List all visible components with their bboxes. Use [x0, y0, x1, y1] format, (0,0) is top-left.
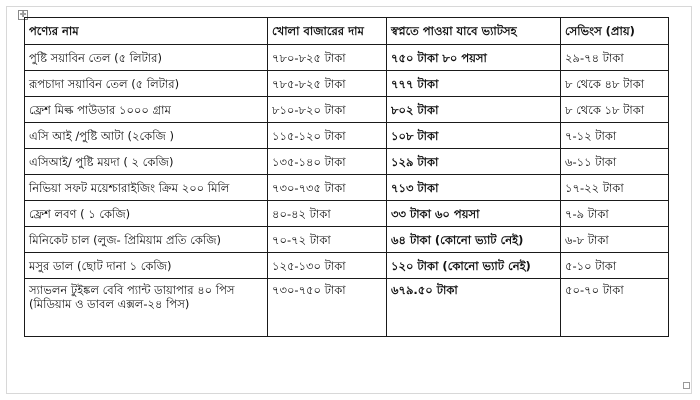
- header-product-name: পণ্যের নাম: [25, 18, 268, 45]
- savings-cell: ৭-১২ টাকা: [561, 123, 669, 149]
- product-name-cell: ফ্রেশ লবণ ( ১ কেজি): [25, 201, 268, 227]
- market-price-cell: ৭৩০-৭৩৫ টাকা: [268, 175, 387, 201]
- savings-cell: ৫-১০ টাকা: [561, 253, 669, 279]
- savings-cell: ৬-১১ টাকা: [561, 149, 669, 175]
- shwapno-price-cell: ৮০২ টাকা: [387, 97, 561, 123]
- market-price-cell: ১২৫-১৩০ টাকা: [268, 253, 387, 279]
- table-row: [25, 175, 669, 201]
- table-row: [25, 123, 669, 149]
- price-comparison-table: [24, 17, 669, 337]
- savings-cell: ৮ থেকে ১৮ টাকা: [561, 97, 669, 123]
- shwapno-price-cell: ১২৯ টাকা: [387, 149, 561, 175]
- shwapno-price-cell: ৬৪ টাকা (কোনো ভ্যাট নেই): [387, 227, 561, 253]
- product-name-cell: এসি আই /পুষ্টি আটা (২কেজি ): [25, 123, 268, 149]
- savings-cell: ৮ থেকে ৪৮ টাকা: [561, 71, 669, 97]
- product-name-cell: স্যাভলন টুইঙ্কল বেবি প্যান্ট ডায়াপার ৪০ পিস (মিডিয়াম ও ডাবল এক্সল-২৪ পিস): [25, 279, 268, 337]
- savings-cell: ৬-৮ টাকা: [561, 227, 669, 253]
- shwapno-price-cell: ৭১৩ টাকা: [387, 175, 561, 201]
- header-market-price: খোলা বাজারের দাম: [268, 18, 387, 45]
- shwapno-price-cell: ৩৩ টাকা ৬০ পয়সা: [387, 201, 561, 227]
- market-price-cell: ৮১০-৮২০ টাকা: [268, 97, 387, 123]
- market-price-cell: ১৩৫-১৪০ টাকা: [268, 149, 387, 175]
- market-price-cell: ৭০-৭২ টাকা: [268, 227, 387, 253]
- market-price-cell: ৪০-৪২ টাকা: [268, 201, 387, 227]
- table-row: [25, 71, 669, 97]
- table-row: [25, 201, 669, 227]
- product-name-cell: পুষ্টি সয়াবিন তেল (৫ লিটার): [25, 45, 268, 71]
- product-name-cell: রূপচাদা সয়াবিন তেল (৫ লিটার): [25, 71, 268, 97]
- shwapno-price-cell: ৭৭৭ টাকা: [387, 71, 561, 97]
- table-move-handle-icon[interactable]: ✛: [19, 10, 27, 19]
- table-row: [25, 149, 669, 175]
- savings-cell: ৫০-৭০ টাকা: [561, 279, 669, 337]
- product-name-cell: ফ্রেশ মিল্ক পাউডার ১০০০ গ্রাম: [25, 97, 268, 123]
- shwapno-price-cell: ১০৮ টাকা: [387, 123, 561, 149]
- market-price-cell: ৭৮০-৮২৫ টাকা: [268, 45, 387, 71]
- product-name-cell: মসুর ডাল (ছোট দানা ১ কেজি): [25, 253, 268, 279]
- header-shwapno-price: স্বপ্নতে পাওয়া যাবে ভ্যাটসহ: [387, 18, 561, 45]
- table-row: [25, 279, 669, 337]
- table-resize-handle-icon[interactable]: [683, 382, 690, 389]
- table-row: [25, 227, 669, 253]
- market-price-cell: ৭৮৫-৮২৫ টাকা: [268, 71, 387, 97]
- table-header-row: [25, 18, 669, 45]
- product-name-cell: এসিআই/ পুষ্টি ময়দা ( ২ কেজি): [25, 149, 268, 175]
- table-row: [25, 97, 669, 123]
- shwapno-price-cell: ১২০ টাকা (কোনো ভ্যাট নেই): [387, 253, 561, 279]
- header-savings: সেভিংস (প্রায়): [561, 18, 669, 45]
- table-row: [25, 253, 669, 279]
- product-name-cell: মিনিকেট চাল (লুজ- প্রিমিয়াম প্রতি কেজি): [25, 227, 268, 253]
- savings-cell: ১৭-২২ টাকা: [561, 175, 669, 201]
- table-row: [25, 45, 669, 71]
- savings-cell: ২৯-৭৪ টাকা: [561, 45, 669, 71]
- shwapno-price-cell: ৬৭৯.৫০ টাকা: [387, 279, 561, 337]
- market-price-cell: ৭৩০-৭৫০ টাকা: [268, 279, 387, 337]
- savings-cell: ৭-৯ টাকা: [561, 201, 669, 227]
- shwapno-price-cell: ৭৫০ টাকা ৮০ পয়সা: [387, 45, 561, 71]
- product-name-cell: নিভিয়া সফট ময়েশ্চারাইজিং ক্রিম ২০০ মিলি: [25, 175, 268, 201]
- market-price-cell: ১১৫-১২০ টাকা: [268, 123, 387, 149]
